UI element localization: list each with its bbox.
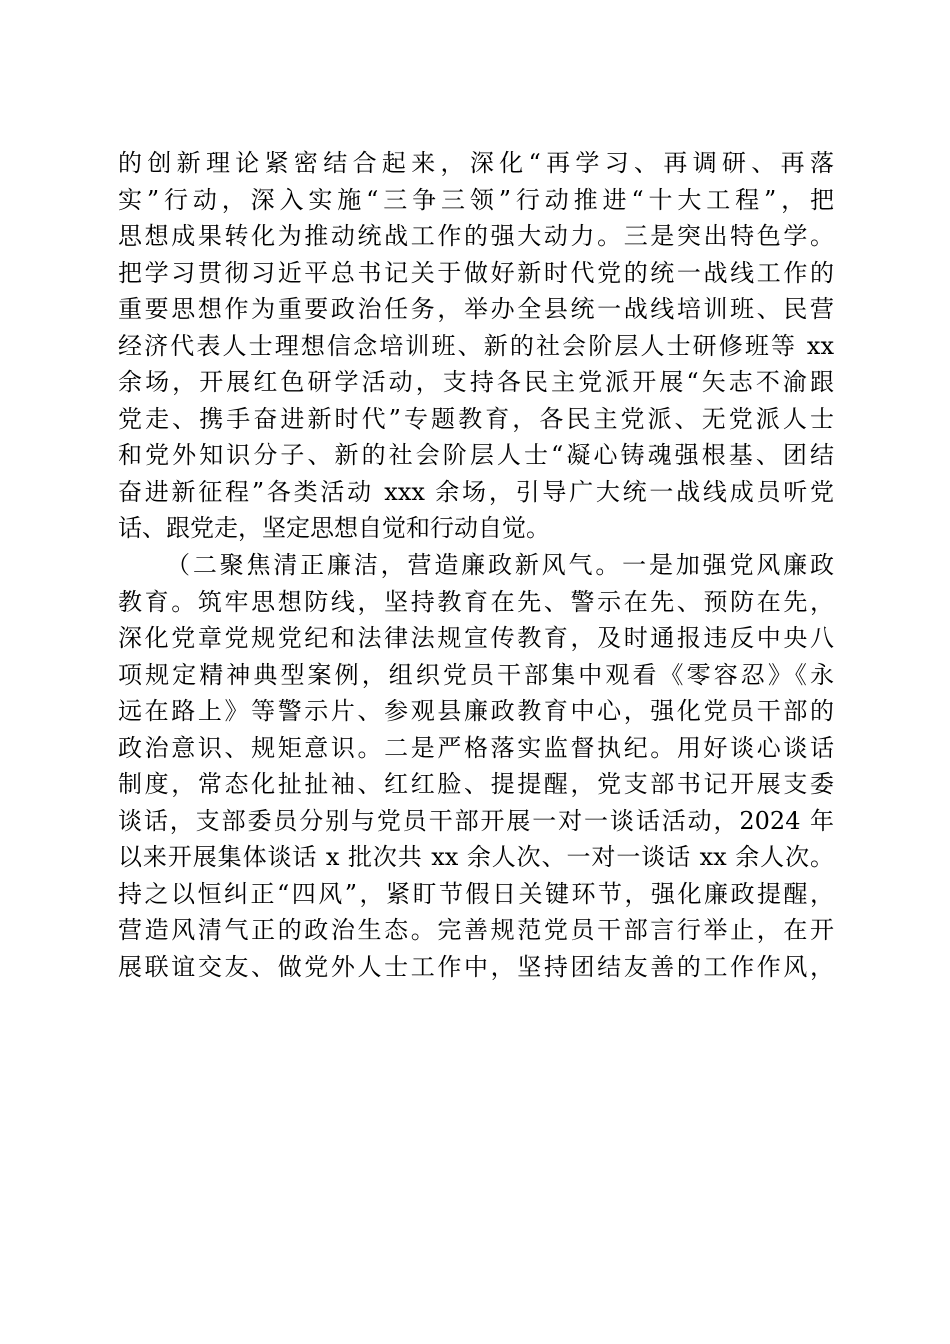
text-line: 深化党章党规党纪和法律法规宣传教育，及时通报违反中央八 — [118, 624, 834, 653]
text-line: 教育。筑牢思想防线，坚持教育在先、警示在先、预防在先， — [118, 587, 834, 616]
text-line: 话、跟党走，坚定思想自觉和行动自觉。 — [118, 514, 550, 543]
paragraph — [118, 145, 834, 547]
text-line: 经济代表人士理想信念培训班、新的社会阶层人士研修班等 xx — [118, 331, 834, 360]
text-line: 的创新理论紧密结合起来，深化“再学习、再调研、再落 — [118, 149, 834, 177]
text-line: 以来开展集体谈话 x 批次共 xx 余人次、一对一谈话 xx 余人次。 — [118, 843, 834, 872]
text-line: 党走、携手奋进新时代”专题教育，各民主党派、无党派人士 — [118, 404, 834, 433]
text-line: 思想成果转化为推动统战工作的强大动力。三是突出特色学。 — [118, 222, 834, 251]
text-line: 奋进新征程”各类活动 xxx 余场，引导广大统一战线成员听党 — [118, 477, 834, 506]
paragraph — [118, 547, 834, 986]
text-line: 政治意识、规矩意识。二是严格落实监督执纪。用好谈心谈话 — [118, 733, 834, 762]
text-line: 把学习贯彻习近平总书记关于做好新时代党的统一战线工作的 — [118, 258, 834, 287]
text-line: 远在路上》等警示片、参观县廉政教育中心，强化党员干部的 — [118, 697, 834, 726]
text-line: 和党外知识分子、新的社会阶层人士“凝心铸魂强根基、团结 — [118, 441, 834, 470]
text-line: 制度，常态化扯扯袖、红红脸、提提醒，党支部书记开展支委 — [118, 770, 834, 799]
text-line: （二聚焦清正廉洁，营造廉政新风气。一是加强党风廉政 — [166, 551, 834, 580]
text-line: 实”行动，深入实施“三争三领”行动推进“十大工程”，把 — [118, 185, 834, 214]
text-line: 展联谊交友、做党外人士工作中，坚持团结友善的工作作风， — [118, 953, 834, 982]
text-line: 营造风清气正的政治生态。完善规范党员干部言行举止，在开 — [118, 916, 834, 945]
text-line: 余场，开展红色研学活动，支持各民主党派开展“矢志不渝跟 — [118, 368, 834, 397]
document-page — [118, 145, 834, 986]
text-line: 谈话，支部委员分别与党员干部开展一对一谈话活动，2024 年 — [118, 806, 834, 835]
text-line: 项规定精神典型案例，组织党员干部集中观看《零容忍》《永 — [118, 660, 834, 689]
text-line: 重要思想作为重要政治任务，举办全县统一战线培训班、民营 — [118, 295, 834, 324]
text-line: 持之以恒纠正“四风”，紧盯节假日关键环节，强化廉政提醒， — [118, 879, 834, 908]
